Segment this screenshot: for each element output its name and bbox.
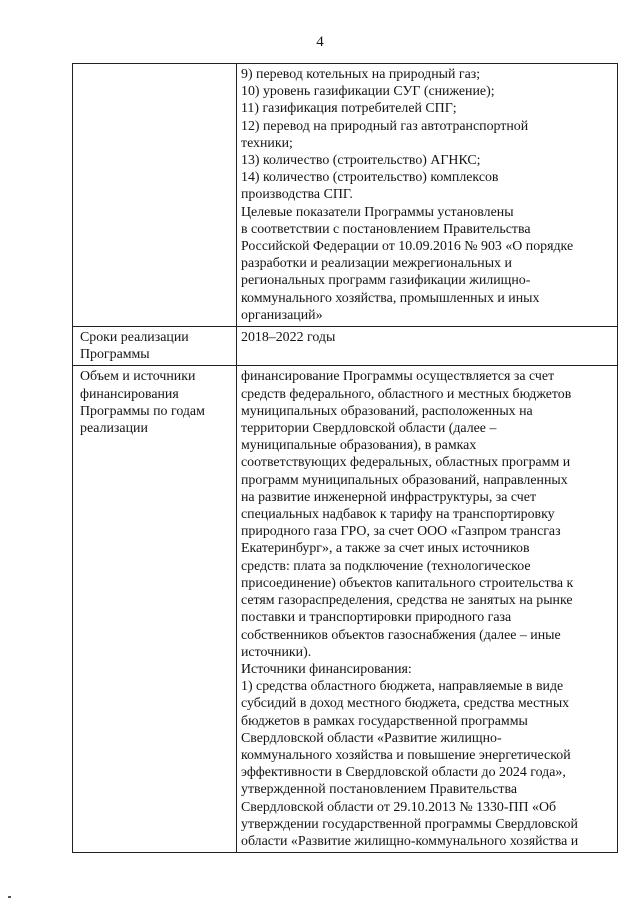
row-label-cell (73, 327, 237, 366)
text-line: Целевые показатели Программы установлены (241, 204, 514, 220)
text-line: источники). (241, 644, 312, 660)
text-line: 10) уровень газификации СУГ (снижение); (241, 84, 495, 100)
text-line: 14) количество (строительство) комплексов (241, 170, 499, 186)
table-row-funding-sources (73, 366, 618, 853)
page-number: 4 (316, 34, 324, 50)
text-line: техники; (241, 135, 293, 151)
row-content-cell (237, 366, 618, 853)
text-line: Российской Федерации от 10.09.2016 № 903 «О порядке (241, 239, 574, 255)
text-line: субсидий в доход местного бюджета, средства местных (241, 696, 570, 712)
text-line: муниципальных образований, расположенных на (241, 403, 533, 419)
row-label-cell (73, 64, 237, 327)
text-line: 12) перевод на природный газ автотранспортной (241, 118, 529, 134)
text-line: Источники финансирования: (241, 661, 412, 677)
scan-speck (8, 896, 11, 898)
text-line: производства СПГ. (241, 187, 353, 203)
text-line: в соответствии с постановлением Правительства (241, 221, 531, 237)
text-line: средств: плата за подключение (технологическое (241, 558, 531, 574)
table-row-implementation-period (73, 327, 618, 366)
text-line: финансирование Программы осуществляется за счет (241, 369, 555, 385)
row-label-cell (73, 366, 237, 853)
text-line: сетям газораспределения, средства не занятых на рынке (241, 593, 573, 609)
text-line: программ муниципальных образований, направленных (241, 472, 568, 488)
text-line: Свердловской области от 29.10.2013 № 1330-ПП «Об (241, 799, 557, 815)
text-line: области «Развитие жилищно-коммунального хозяйства и (241, 833, 579, 849)
text-line: муниципальные образования), в рамках (241, 438, 477, 454)
text-line: Екатеринбург», а также за счет иных источников (241, 541, 530, 557)
text-line: специальных надбавок к тарифу на транспортировку (241, 507, 555, 523)
row-content-cell (237, 64, 618, 327)
text-line: эффективности в Свердловской области до 2024 года», (241, 765, 566, 781)
text-line: 13) количество (строительство) АГНКС; (241, 153, 481, 169)
text-line: организаций» (241, 307, 323, 323)
text-line: территории Свердловской области (далее – (241, 421, 497, 437)
text-line: 1) средства областного бюджета, направляемые в виде (241, 679, 564, 695)
text-line: 11) газификация потребителей СПГ; (241, 101, 457, 117)
text-line: собственников объектов газоснабжения (далее – иные (241, 627, 561, 643)
text-line: на развитие инженерной инфраструктуры, за счет (241, 489, 537, 505)
text-line: Программы (80, 347, 150, 363)
text-line: соответствующих федеральных, областных программ и (241, 455, 571, 471)
text-line: региональных программ газификации жилищно- (241, 273, 531, 289)
text-line: 9) перевод котельных на природный газ; (241, 67, 481, 82)
text-line: средств федерального, областного и местных бюджетов (241, 386, 572, 402)
passport-table (72, 63, 618, 853)
text-line: Свердловской области «Развитие жилищно- (241, 730, 502, 746)
text-line: реализации (80, 421, 148, 437)
text-line: коммунального хозяйства, промышленных и иных (241, 290, 540, 306)
text-line: Сроки реализации (80, 330, 189, 346)
text-line: финансирования (80, 386, 179, 402)
text-line: утвержденной постановлением Правительства (241, 782, 518, 798)
table-row-target-indicators (73, 64, 618, 327)
text-line: Объем и источники (80, 369, 196, 385)
text-line: присоединение) объектов капитального строительства к (241, 575, 574, 591)
text-line: бюджетов в рамках государственной программы (241, 713, 528, 729)
text-line: поставки и транспортировки природного газа (241, 610, 512, 626)
text-line: Программы по годам (80, 403, 205, 419)
text-line: природного газа ГРО, за счет ООО «Газпром трансгаз (241, 524, 561, 540)
text-line: коммунального хозяйства и повышение энергетической (241, 747, 571, 763)
row-content-cell (237, 327, 618, 366)
text-line: разработки и реализации межрегиональных и (241, 256, 512, 272)
text-line: 2018–2022 годы (241, 330, 336, 346)
text-line: утверждении государственной программы Свердловской (241, 816, 578, 832)
